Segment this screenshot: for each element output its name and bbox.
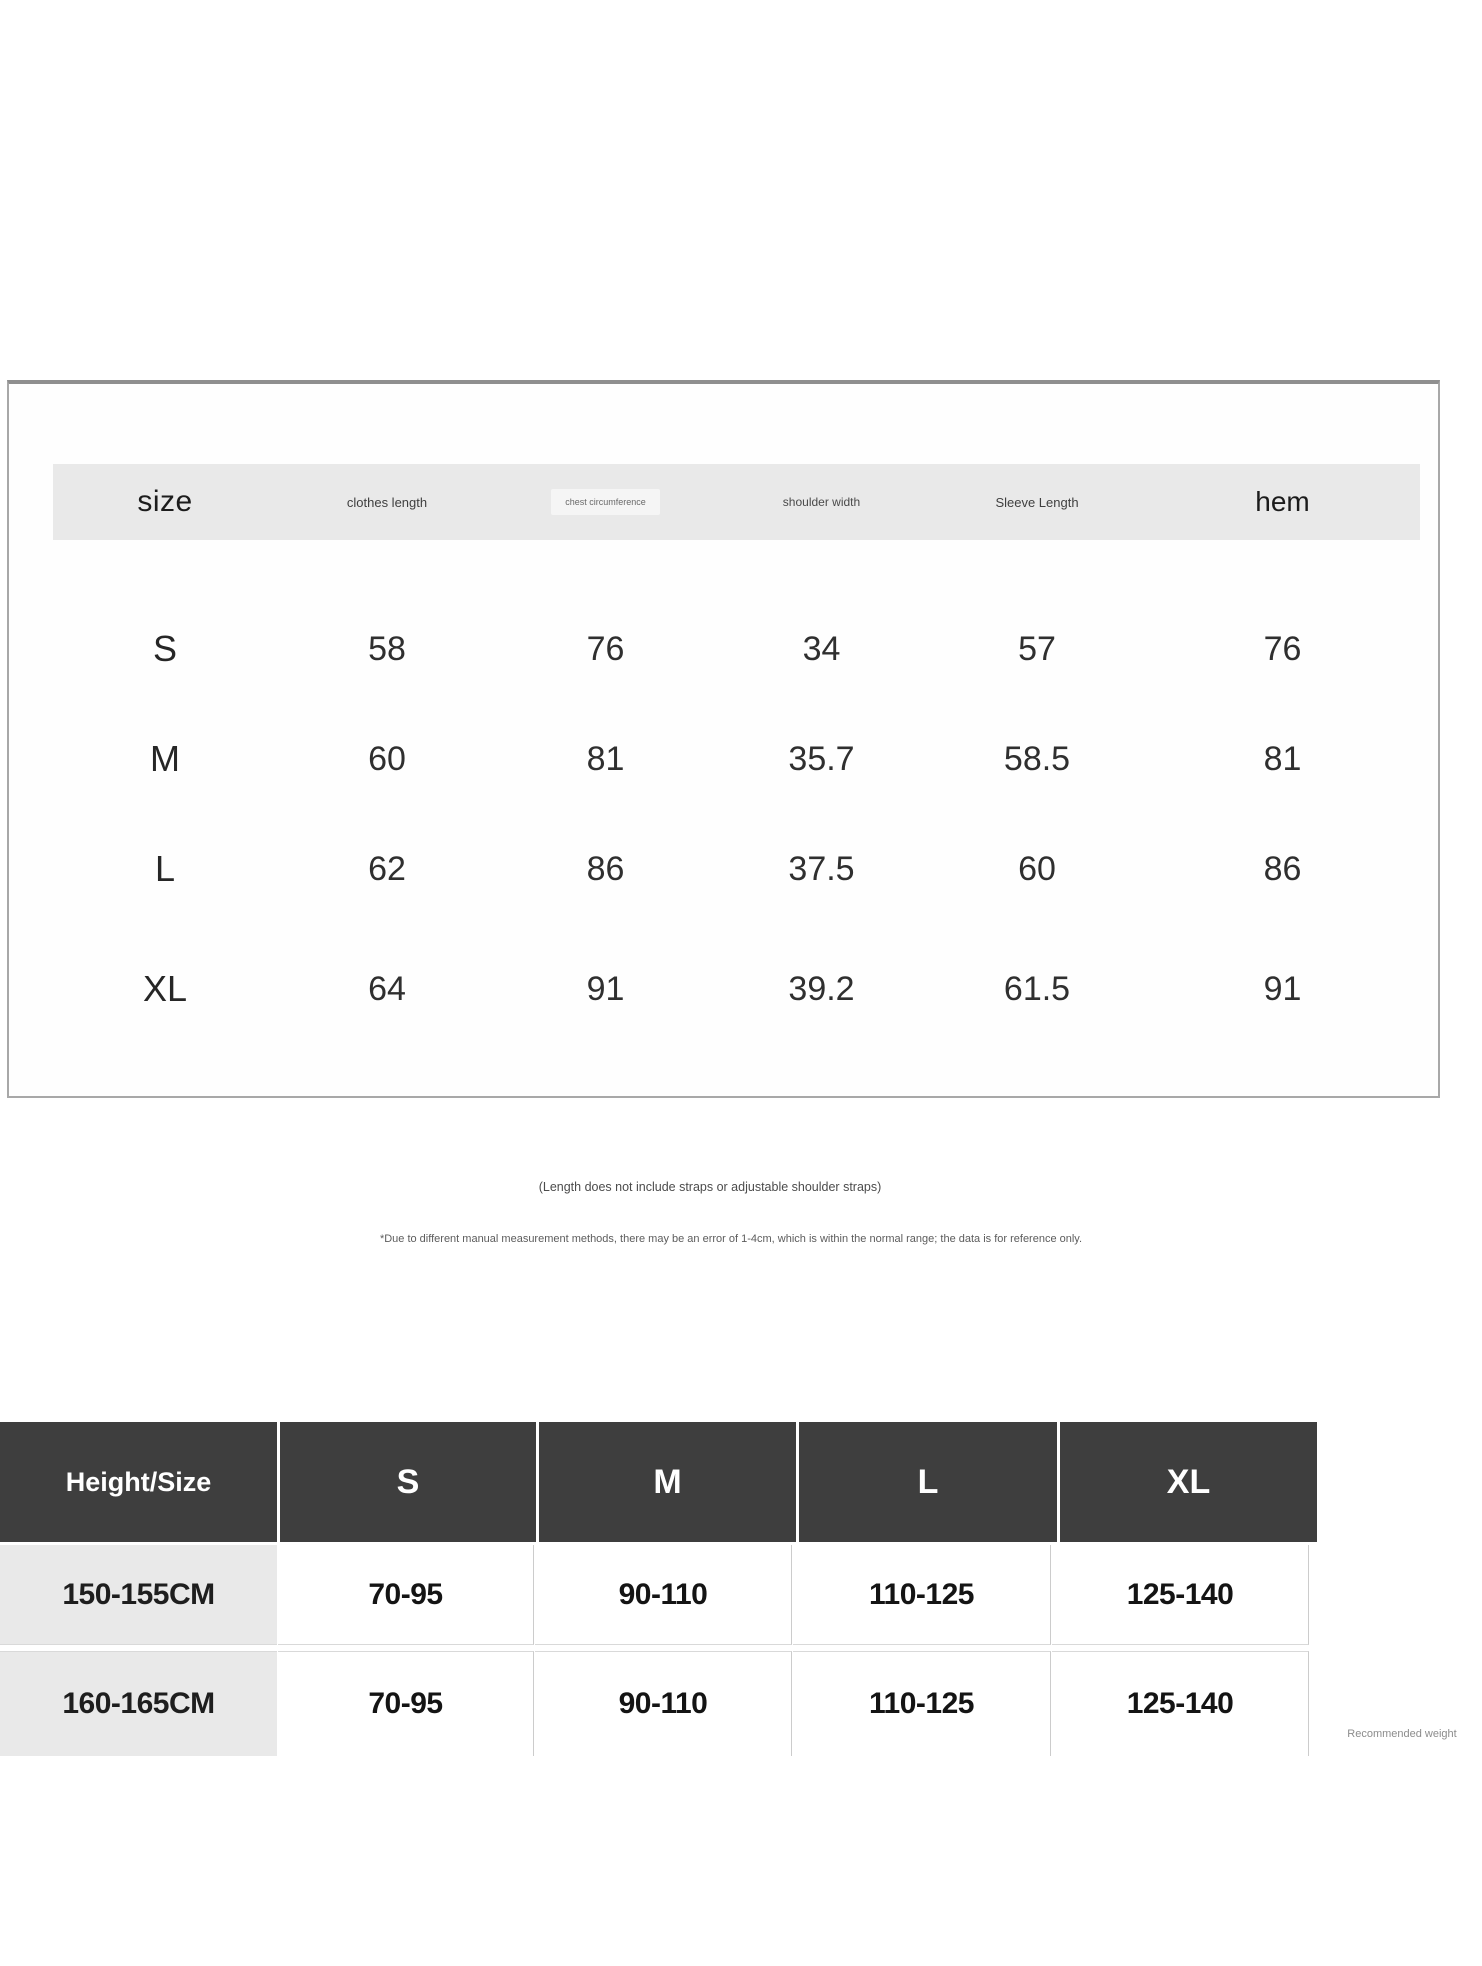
hem-value: 91 [1263, 969, 1302, 1008]
recommended-weight-note: Recommended weight [1347, 1728, 1457, 1740]
size-chart-panel [7, 380, 1440, 1098]
shoulder-value: 39.2 [788, 969, 855, 1008]
size-row-m [53, 729, 1420, 789]
header-shoulder-width: shoulder width [782, 495, 861, 509]
weight-recommendation-table [0, 1422, 1320, 1756]
measurement-error-note: *Due to different manual measurement methods, there may be an error of 1-4cm, which is within the normal range; the data is for reference only. [379, 1233, 1083, 1245]
weight-l: 110-125 [793, 1545, 1051, 1645]
header-chest-circumference: chest circumference [551, 489, 660, 515]
weight-m: 90-110 [535, 1651, 792, 1756]
header-size: size [137, 485, 193, 518]
header-hem: hem [1255, 486, 1310, 517]
header-height-size: Height/Size [0, 1422, 277, 1542]
chest-value: 81 [586, 739, 625, 778]
strap-length-note: (Length does not include straps or adjustable shoulder straps) [538, 1180, 882, 1194]
size-row-l [53, 839, 1420, 899]
clothes-length-value: 62 [368, 849, 406, 888]
height-label: 150-155CM [0, 1545, 277, 1645]
sleeve-value: 61.5 [1003, 969, 1071, 1008]
chest-value: 86 [586, 849, 625, 888]
hem-value: 81 [1263, 739, 1302, 778]
header-col-m: M [539, 1422, 796, 1542]
weight-s: 70-95 [278, 1545, 534, 1645]
chest-value: 76 [586, 629, 625, 668]
weight-s: 70-95 [278, 1651, 534, 1756]
shoulder-value: 37.5 [788, 849, 855, 888]
weight-table-header-row [0, 1422, 1320, 1542]
header-col-l: L [799, 1422, 1057, 1542]
size-label: S [152, 628, 177, 669]
shoulder-value: 34 [802, 629, 841, 668]
header-chest-wrap [497, 464, 714, 540]
header-col-xl: XL [1060, 1422, 1317, 1542]
size-row-xl [53, 959, 1420, 1019]
header-sleeve-length: Sleeve Length [995, 494, 1079, 510]
size-row-s [53, 619, 1420, 679]
chest-value: 91 [586, 969, 625, 1008]
sleeve-value: 58.5 [1003, 739, 1071, 778]
sleeve-value: 60 [1018, 849, 1056, 888]
size-label: XL [142, 968, 188, 1009]
size-label: M [150, 738, 180, 779]
size-label: L [154, 848, 176, 889]
weight-xl: 125-140 [1052, 1651, 1309, 1756]
sleeve-value: 57 [1018, 629, 1056, 668]
size-chart-header-row [53, 464, 1420, 540]
header-col-s: S [280, 1422, 536, 1542]
shoulder-value: 35.7 [788, 739, 855, 778]
weight-xl: 125-140 [1052, 1545, 1309, 1645]
weight-l: 110-125 [793, 1651, 1051, 1756]
clothes-length-value: 60 [368, 739, 406, 778]
weight-row-160-165 [0, 1651, 1320, 1756]
header-clothes-length: clothes length [346, 494, 428, 510]
height-label: 160-165CM [0, 1651, 277, 1756]
hem-value: 86 [1263, 849, 1302, 888]
weight-m: 90-110 [535, 1545, 792, 1645]
clothes-length-value: 58 [368, 629, 406, 668]
hem-value: 76 [1263, 629, 1302, 668]
weight-row-150-155 [0, 1545, 1320, 1645]
clothes-length-value: 64 [368, 969, 406, 1008]
